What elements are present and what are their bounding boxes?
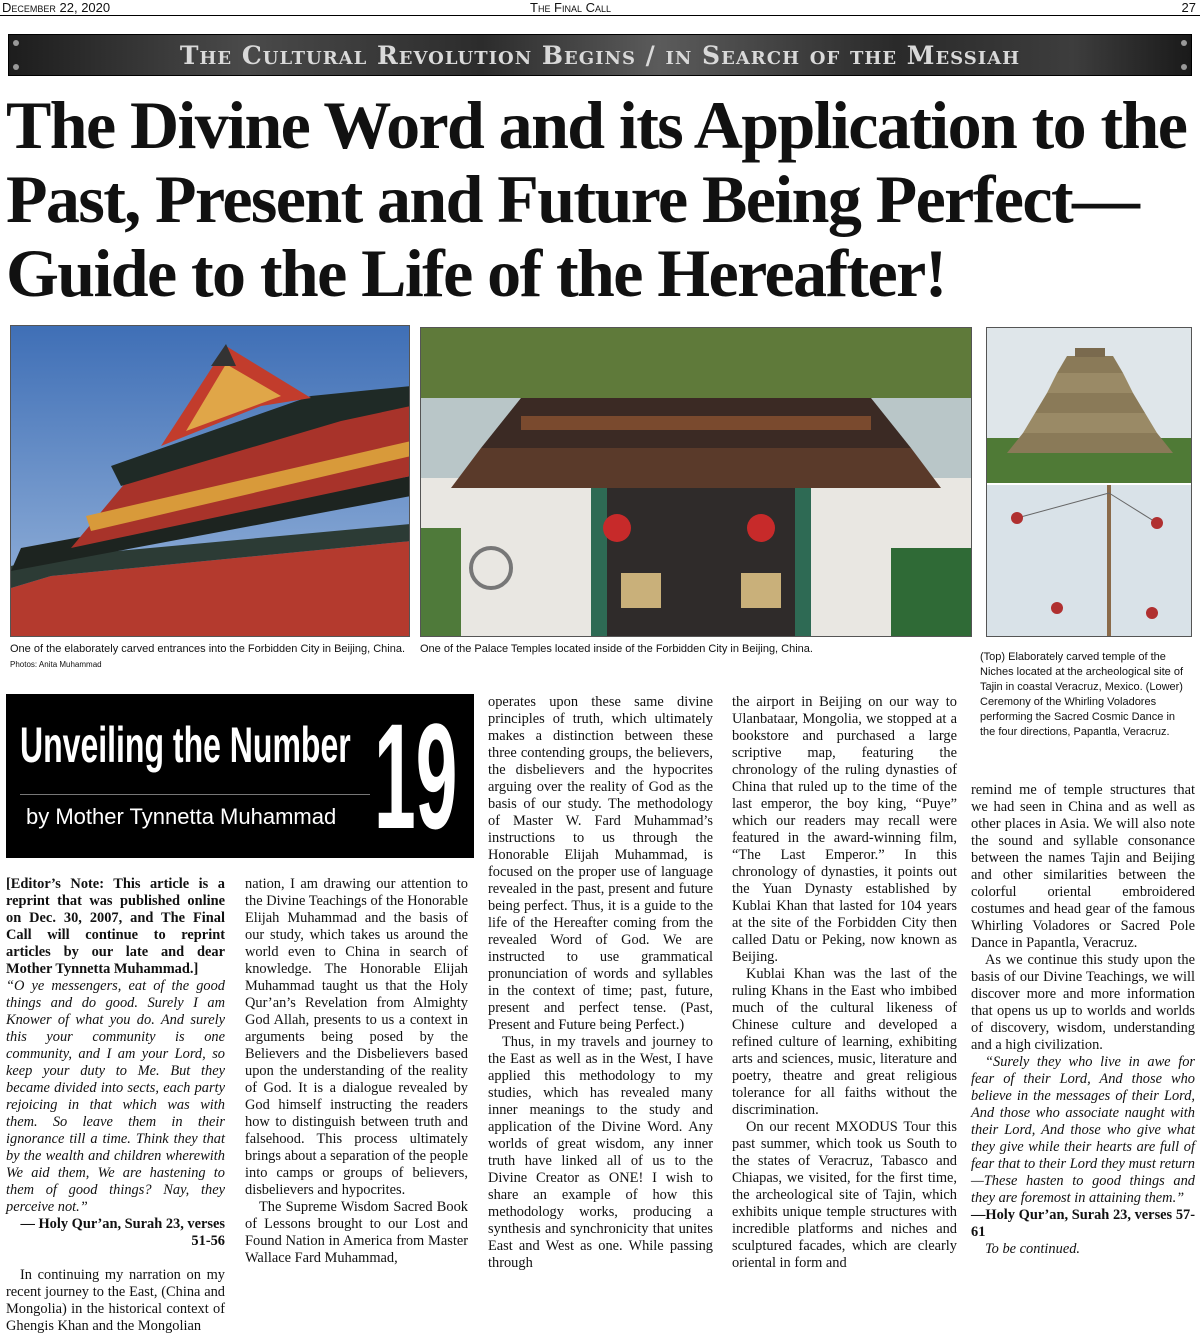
photo-tajin-voladores [986, 327, 1192, 637]
page-number: 27 [1181, 0, 1196, 15]
article-column-1 [6, 876, 225, 1335]
photo-palace-temple [420, 327, 972, 637]
opening-quote-source: — Holy Qur’an, Surah 23, verses 51-56 [20, 1216, 225, 1249]
article-column-3 [488, 694, 713, 1272]
paragraph: As we continue this study upon the basis of our Divine Teachings, we will discover more and more information that opens us up to worlds and worlds of discovery, wisdom, understanding and a high civilization. [971, 952, 1195, 1053]
to-be-continued: To be continued. [985, 1241, 1080, 1257]
photo1-caption [10, 642, 410, 672]
paragraph: Kublai Khan was the last of the ruling Khans in the East who imbibed much of the cultural likeness of Chinese culture and developed a refined culture of learning, exhibiting arts and sciences, music, literature and poetry, theatre and great religious tolerance for all faiths without the discrimination. [732, 966, 957, 1118]
paragraph: operates upon these same divine principles of truth, which ultimately makes a distinction between these three contending groups, the believers, the disbelievers and the hypocrites arguing over the reality of God as the basis of our study. The methodology of Master W. Fard Muhammad’s instructions to us through the Honorable Elijah Muhammad, is focused on the proper use of language revealed in the past, present and future being perfect. Thus, it is a guide to the life of the Hereafter coming from the revealed Word of God. We are instructed to use grammatical pronunciation of words and syllables in the context of time; past, future, present and perfect tense. (Past, Present and Future being Perfect.) [488, 694, 713, 1033]
headline-line-1: The Divine Word and its Application to the [6, 87, 1187, 163]
photo3-caption: (Top) Elaborately carved temple of the Niches located at the archeological site of Tajin in coastal Veracruz, Mexico. (Lower) Ceremony of the Whirling Voladores performing the Sacred Cosmic Dance in the four directions, Papantla, Veracruz. [980, 651, 1184, 738]
column-logo-number: 19 [374, 694, 458, 858]
article-column-4 [732, 694, 957, 1272]
column-logo-title: Unveiling the Number [20, 717, 351, 773]
opening-quote: “O ye messengers, eat of the good things and do good. Surely I am Knower of what you do. And surely this your community is one community, and I am your Lord, so keep your duty to Me. But they became divided into sects, each party rejoicing in that which was with them. So leave them in their ignorance till a time. Think they that by the wealth and children wherewith We aid them, We are hastening to them of good things? Nay, they perceive not.” [6, 978, 225, 1215]
photo-credit: Photos: Anita Muhammad [10, 660, 102, 669]
closing-quote: “Surely they who live in awe for fear of their Lord, And those who believe in the messages of their Lord, And those who associate naught with their Lord, And those who give what they give while their hearts are full of fear that to their Lord they must return—These hasten to good things and they are foremost in attaining them.” [971, 1054, 1195, 1206]
article-column-5 [971, 782, 1195, 1258]
pagoda-image [11, 326, 410, 637]
section-banner [8, 34, 1192, 76]
closing-quote-source: —Holy Qur’an, Surah 23, verses 57-61 [971, 1207, 1195, 1240]
page-folio [0, 0, 1200, 16]
paragraph: Thus, in my travels and journey to the East as well as in the West, I have applied this methodology to my studies, which has revealed many inner meanings to the study and application of the Divine Word. Any worlds of great wisdom, any inner truth have linked all of us to the Divine Creator as ONE! I wish to share an example of how this methodology works, producing a synthesis and synchronicity that unites East and West as one. While passing through [488, 1034, 713, 1271]
headline-line-2: Past, Present and Future Being Perfect— [6, 161, 1139, 237]
headline-line-3: Guide to the Life of the Hereafter! [6, 235, 946, 311]
section-banner-text: The Cultural Revolution Begins / in Search of the Messiah [179, 41, 1021, 70]
paragraph: nation, I am drawing our attention to the Divine Teachings of the Honorable Elijah Muhammad and the basis of our study, which takes us around the world even to China in search of knowledge. The Honorable Elijah Muhammad taught us that the Holy Qur’an’s Revelation from Almighty God Allah, presents to us a context in arguments being posed by the Believers and the Disbelievers based upon the understanding of the reality of God. It is a dialogue revealed by God himself instructing the readers how to distinguish between truth and falsehood. This process ultimately brings about a separation of the people into camps or groups of believers, disbelievers and hypocrites. [245, 876, 468, 1198]
paragraph: The Supreme Wisdom Sacred Book of Lessons brought to our Lost and Found Nation in America from Master Wallace Fard Muhammad, [245, 1199, 468, 1266]
issue-date: December 22, 2020 [2, 0, 111, 15]
paragraph: In continuing my narration on my recent journey to the East, (China and Mongolia) in the historical context of Ghengis Khan and the Mongolian [6, 1267, 225, 1334]
paragraph: the airport in Beijing on our way to Ulanbataar, Mongolia, we stopped at a bookstore and purchased a large scriptive map, featuring the chronology of the ruling dynasties of China that ruled up to the time of the last emperor, the boy king, “Puye” which our readers may recall were featured in the award-winning film, “The Last Emperor.” In this chronology of dynasties, it points out the Yuan Dynasty established by Kublai Khan that lasted for 104 years at the site of the Forbidden City then called Datu or Peking, now known as Beijing. [732, 694, 957, 965]
article-column-2 [245, 876, 468, 1267]
palace-temple-image [421, 328, 972, 637]
column-logo-rule [20, 794, 370, 795]
newspaper-name: The Final Call [530, 0, 612, 15]
paragraph: remind me of temple structures that we had seen in China and as well as other places in Asia. We will also note the sound and syllable consonance between the names Tajin and Beijing and other similarities between the colorful oriental embroidered costumes and head gear of the famous Whirling Voladores or Sacred Pole Dance in Papantla, Veracruz. [971, 782, 1195, 951]
photo2-caption: One of the Palace Temples located inside of the Forbidden City in Beijing, China. [420, 643, 813, 655]
paragraph: On our recent MXODUS Tour this past summer, which took us South to the states of Veracruz, Tabasco and Chiapas, we visited, for the first time, the archeological site of Tajin, which exhibits unique temple structures with incredible platforms and niches and sculptured facades, which are clearly oriental in form and [732, 1119, 957, 1271]
editor-note: [Editor’s Note: This article is a reprint that was published online on Dec. 30, 2007, and The Final Call will continue to reprint articles by our late and dear Mother Tynnetta Muhammad.] [6, 876, 225, 977]
photo-forbidden-city-entrance [10, 325, 410, 637]
folio-rule [0, 15, 1200, 16]
column-logo [6, 694, 474, 858]
tajin-voladores-image [987, 328, 1192, 637]
photo1-caption-text: One of the elaborately carved entrances into the Forbidden City in Beijing, China. [10, 643, 406, 655]
column-logo-byline: by Mother Tynnetta Muhammad [26, 804, 337, 829]
headline [6, 88, 1196, 310]
